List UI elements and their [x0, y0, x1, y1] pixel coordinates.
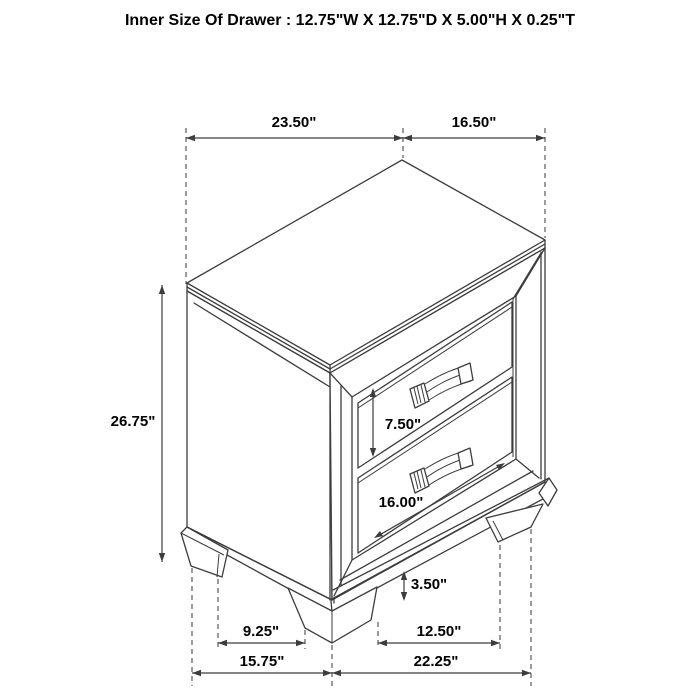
arrowhead: [522, 670, 531, 676]
arrowhead: [394, 135, 403, 141]
arrowhead: [401, 592, 407, 601]
arrowhead: [536, 135, 545, 141]
arrowhead: [332, 670, 341, 676]
diagram-title: Inner Size Of Drawer : 12.75"W X 12.75"D X 5.00"H X 0.25"T: [124, 12, 576, 29]
dimension-overall-height: [111, 285, 166, 562]
dimension-label-overall-height: 26.75": [110, 413, 156, 430]
arrowhead: [192, 670, 201, 676]
arrowhead: [323, 670, 332, 676]
arrowhead: [218, 640, 227, 646]
dimension-label-front-leg-spacing: 12.50": [416, 623, 462, 640]
arrowhead: [378, 640, 387, 646]
dimension-label-leg-height: 3.50": [410, 576, 448, 593]
arrowhead: [296, 640, 305, 646]
arrowhead: [159, 553, 165, 562]
dimension-leg-height: [401, 571, 447, 601]
dimension-label-base-width: 22.25": [413, 653, 459, 670]
dimension-label-side-leg-spacing: 9.25": [242, 623, 280, 640]
dimension-label-top-width: 23.50": [271, 114, 317, 131]
dimension-label-drawer-front-width: 16.00": [378, 494, 424, 511]
nightstand-drawing: [181, 160, 557, 643]
arrowhead: [491, 640, 500, 646]
arrowhead: [159, 285, 165, 294]
arrowhead: [403, 135, 412, 141]
dimension-label-drawer-opening-height: 7.50": [384, 416, 422, 433]
dimension-label-top-depth: 16.50": [451, 114, 497, 131]
dimension-label-base-depth: 15.75": [239, 653, 285, 670]
arrowhead: [186, 135, 195, 141]
